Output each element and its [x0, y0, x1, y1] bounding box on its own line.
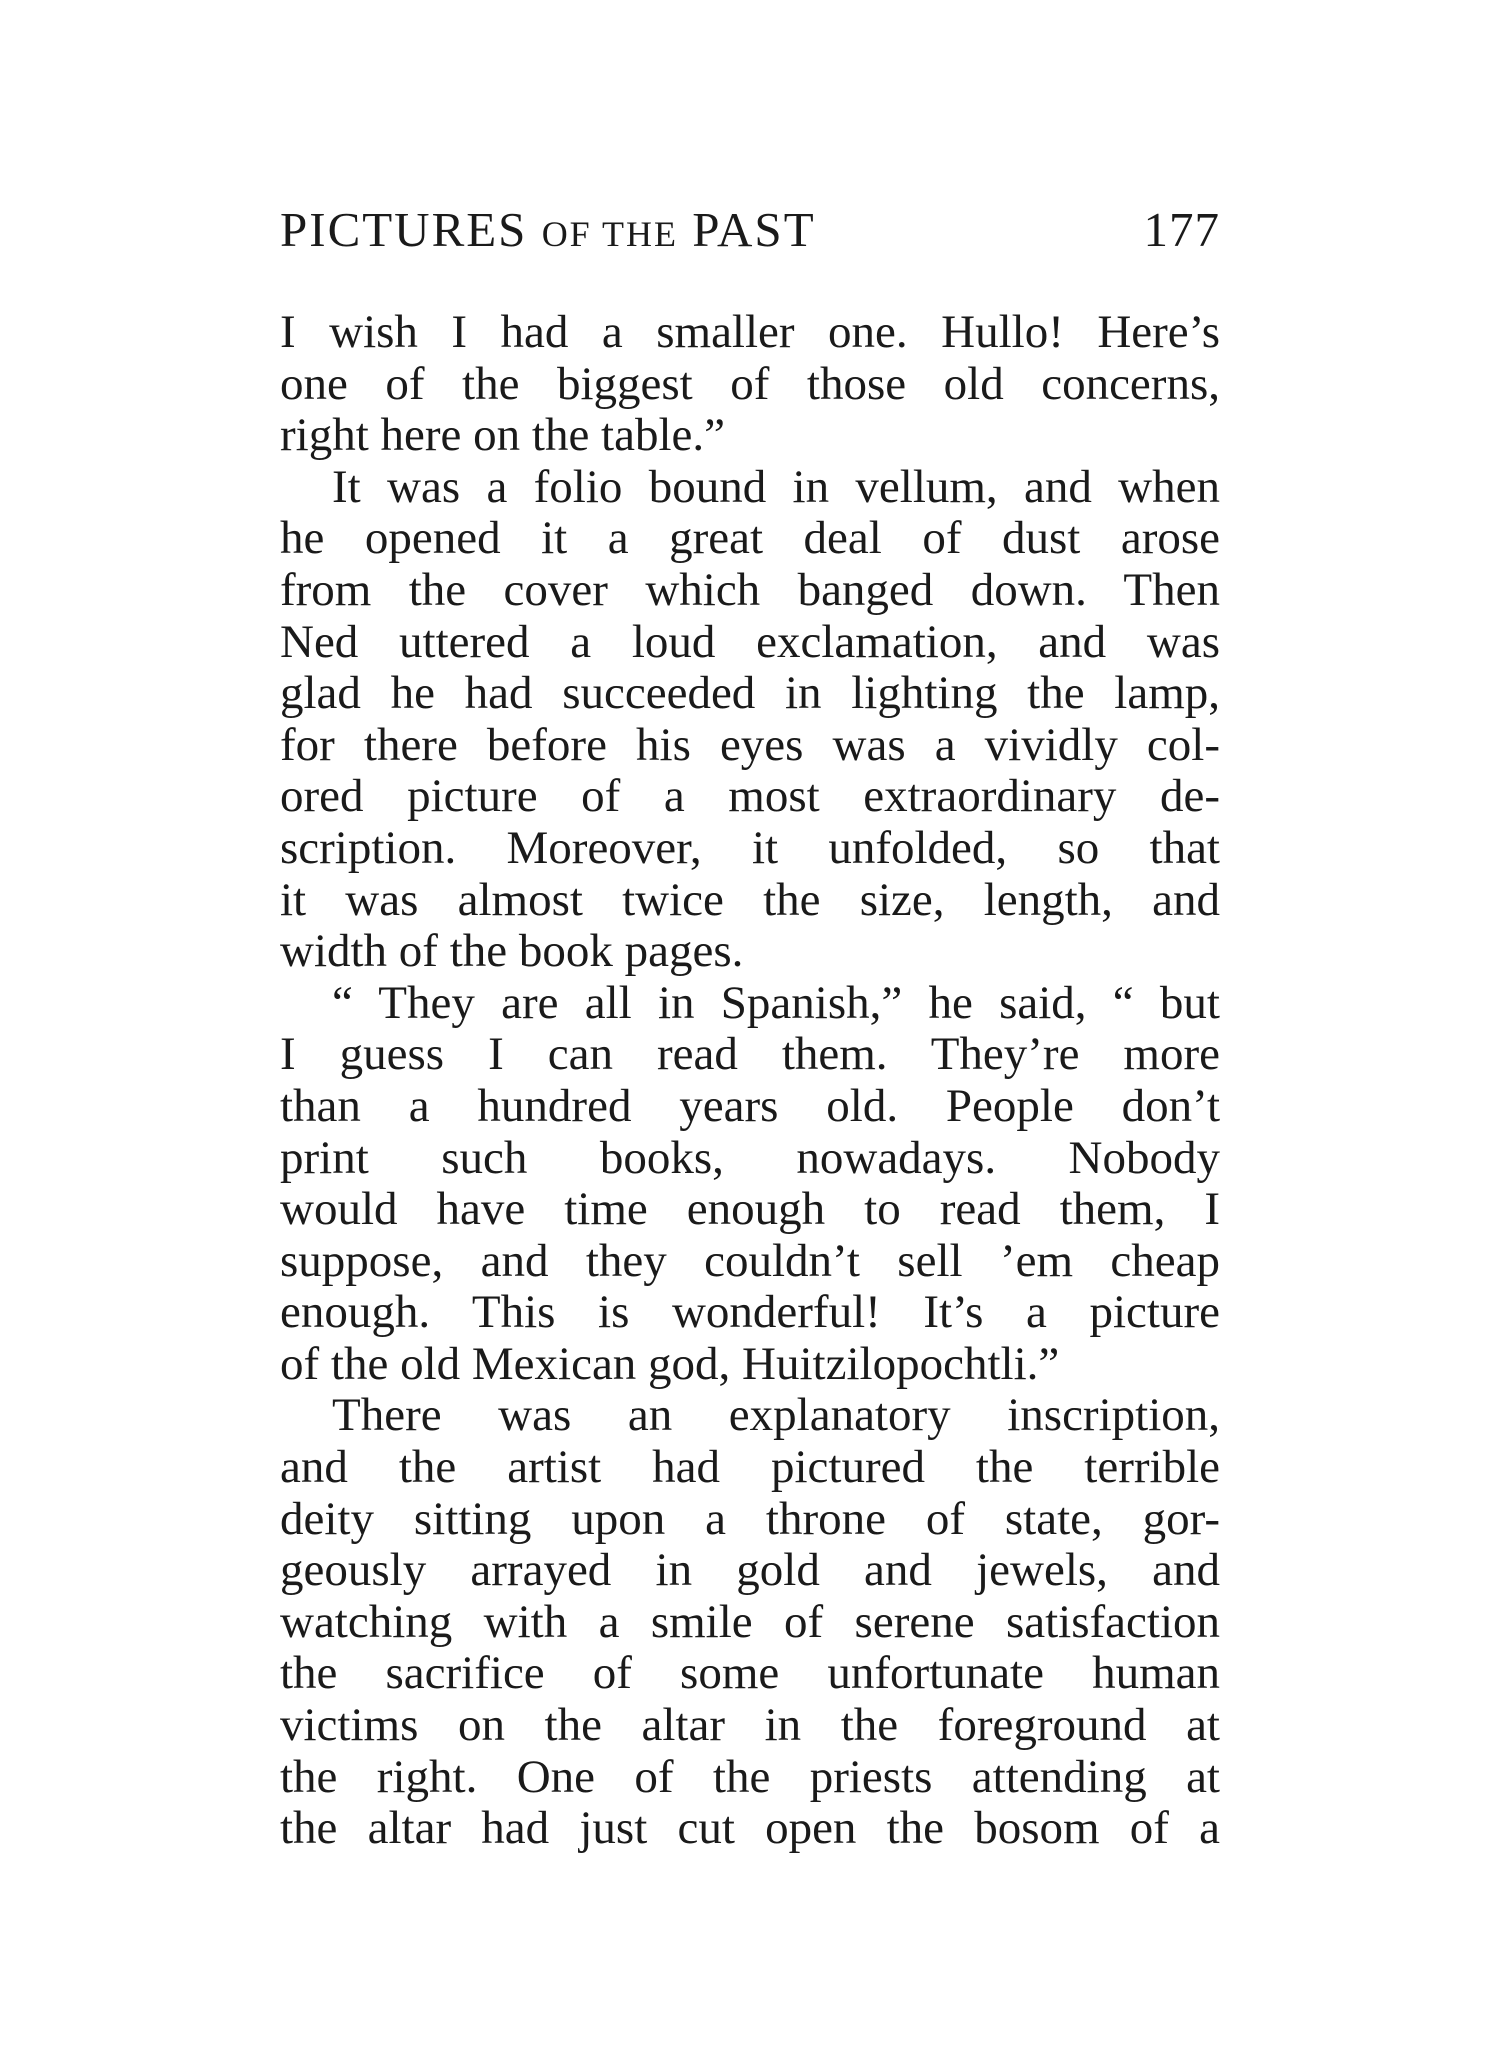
text-line: victims on the altar in the foreground at — [280, 1699, 1220, 1752]
text-line: he opened it a great deal of dust arose — [280, 512, 1220, 565]
text-line: ored picture of a most extraordinary de- — [280, 770, 1220, 823]
text-line: It was a folio bound in vellum, and when — [332, 460, 1220, 513]
text-line: the altar had just cut open the bosom of a — [280, 1802, 1220, 1855]
text-line: watching with a smile of serene satisfaction — [280, 1595, 1220, 1648]
text-line: suppose, and they couldn’t sell ’em cheap — [280, 1234, 1220, 1287]
running-title — [280, 200, 816, 264]
text-line: Ned uttered a loud exclamation, and was — [280, 615, 1220, 668]
text-line: the right. One of the priests attending at — [280, 1750, 1220, 1803]
text-line: geously arrayed in gold and jewels, and — [280, 1544, 1220, 1597]
running-title-part2: PAST — [678, 202, 816, 257]
text-line: the sacrifice of some unfortunate human — [280, 1647, 1220, 1700]
text-line: it was almost twice the size, length, and — [280, 873, 1220, 926]
text-line: enough. This is wonderful! It’s a picture — [280, 1286, 1220, 1339]
text-line: I wish I had a smaller one. Hullo! Here’s — [280, 306, 1220, 358]
text-line: right here on the table.” — [280, 409, 726, 462]
text-line: and the artist had pictured the terrible — [280, 1441, 1220, 1494]
text-line: width of the book pages. — [280, 925, 744, 978]
running-title-small-caps: OF THE — [541, 214, 679, 254]
body-text — [280, 307, 1220, 1855]
text-line: There was an explanatory inscription, — [332, 1389, 1220, 1442]
text-line: deity sitting upon a throne of state, gor- — [280, 1492, 1220, 1545]
running-head — [280, 200, 1220, 260]
page-number: 177 — [1143, 202, 1220, 257]
text-line: than a hundred years old. People don’t — [280, 1079, 1220, 1132]
text-line: one of the biggest of those old concerns, — [280, 357, 1220, 410]
text-line: I guess I can read them. They’re more — [280, 1028, 1220, 1081]
text-line: print such books, nowadays. Nobody — [280, 1131, 1220, 1184]
text-line: would have time enough to read them, I — [280, 1183, 1220, 1236]
text-line: from the cover which banged down. Then — [280, 563, 1220, 616]
text-line: “ They are all in Spanish,” he said, “ but — [332, 976, 1220, 1029]
running-title-part1: PICTURES — [280, 202, 542, 257]
text-line: for there before his eyes was a vividly col- — [280, 718, 1220, 771]
text-line: glad he had succeeded in lighting the lamp, — [280, 667, 1220, 720]
text-line: scription. Moreover, it unfolded, so that — [280, 821, 1220, 874]
text-line: of the old Mexican god, Huitzilopochtli.” — [280, 1337, 1060, 1390]
